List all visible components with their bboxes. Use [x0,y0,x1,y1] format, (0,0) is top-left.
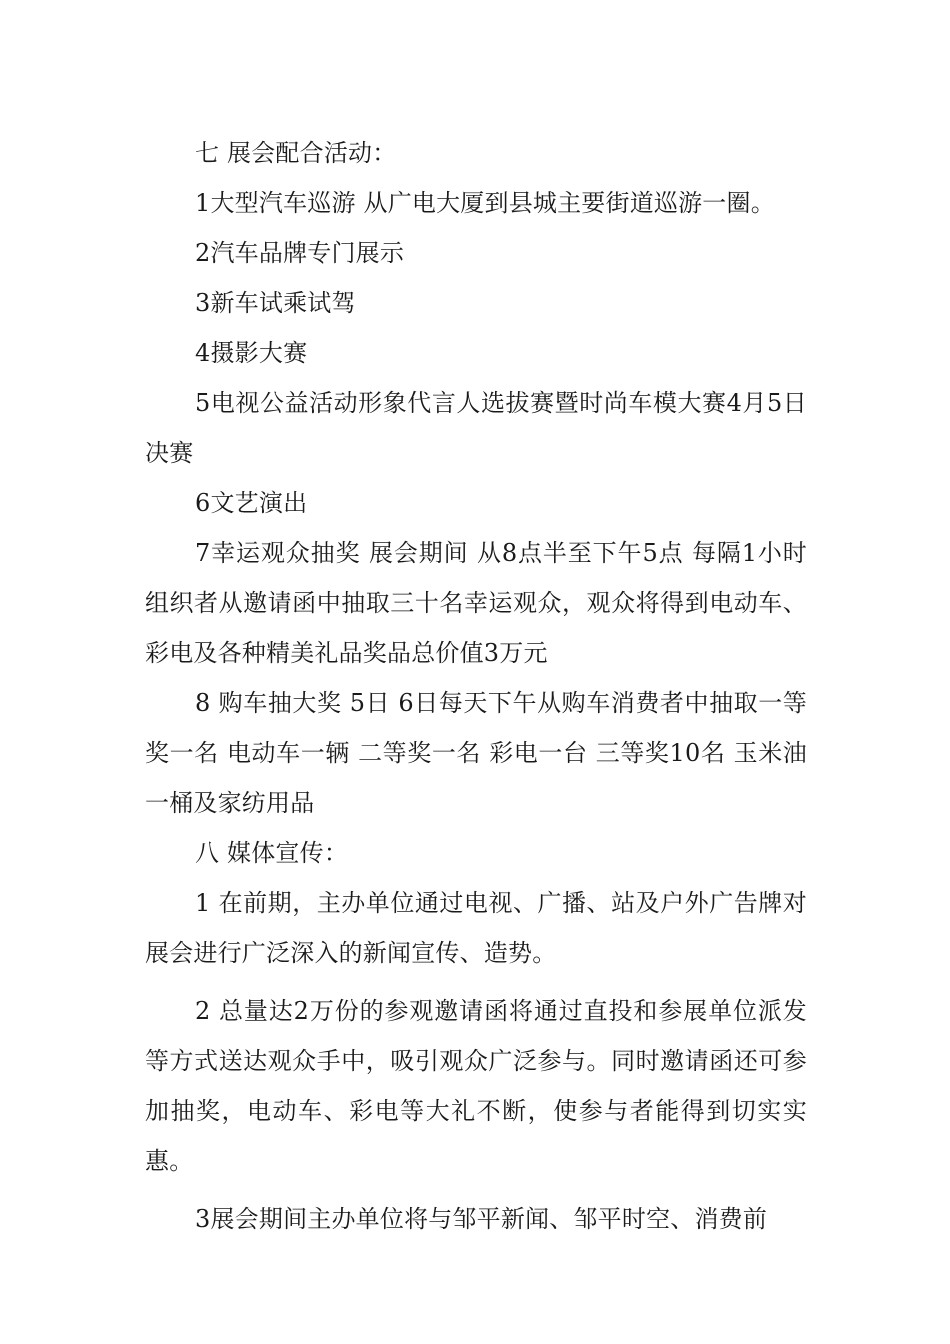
paragraph-lucky-draw: 7幸运观众抽奖 展会期间 从8点半至下午5点 每隔1小时组织者从邀请函中抽取三十名幸运观众，观众将得到电动车、彩电及各种精美礼品奖品总价值3万元 [145,539,807,667]
section-heading-activities: 七 展会配合活动： [195,139,397,167]
paragraph-brand-showcase: 2汽车品牌专门展示 [195,239,405,267]
paragraph-purchase-draw: 8 购车抽大奖 5日 6日每天下午从购车消费者中抽取一等奖一名 电动车一辆 二等奖一名 彩电一台 三等奖10名 玉米油一桶及家纺用品 [145,689,807,817]
section-heading-media: 八 媒体宣传： [195,839,349,867]
paragraph-media-during: 3展会期间主办单位将与邹平新闻、邹平时空、消费前 [195,1205,768,1233]
paragraph-car-parade: 1大型汽车巡游 从广电大厦到县城主要街道巡游一圈。 [195,189,775,217]
paragraph-performance: 6文艺演出 [195,489,308,517]
document-body [145,128,807,1244]
paragraph-media-invitations: 2 总量达2万份的参观邀请函将通过直投和参展单位派发等方式送达观众手中，吸引观众广泛参与。同时邀请函还可参加抽奖，电动车、彩电等大礼不断，使参与者能得到切实实惠。 [145,997,807,1175]
paragraph-test-drive: 3新车试乘试驾 [195,289,356,317]
paragraph-model-contest: 5电视公益活动形象代言人选拔赛暨时尚车模大赛4月5日决赛 [145,389,807,467]
paragraph-photo-contest: 4摄影大赛 [195,339,308,367]
paragraph-media-early: 1 在前期，主办单位通过电视、广播、站及户外广告牌对展会进行广泛深入的新闻宣传、造势。 [145,889,807,967]
